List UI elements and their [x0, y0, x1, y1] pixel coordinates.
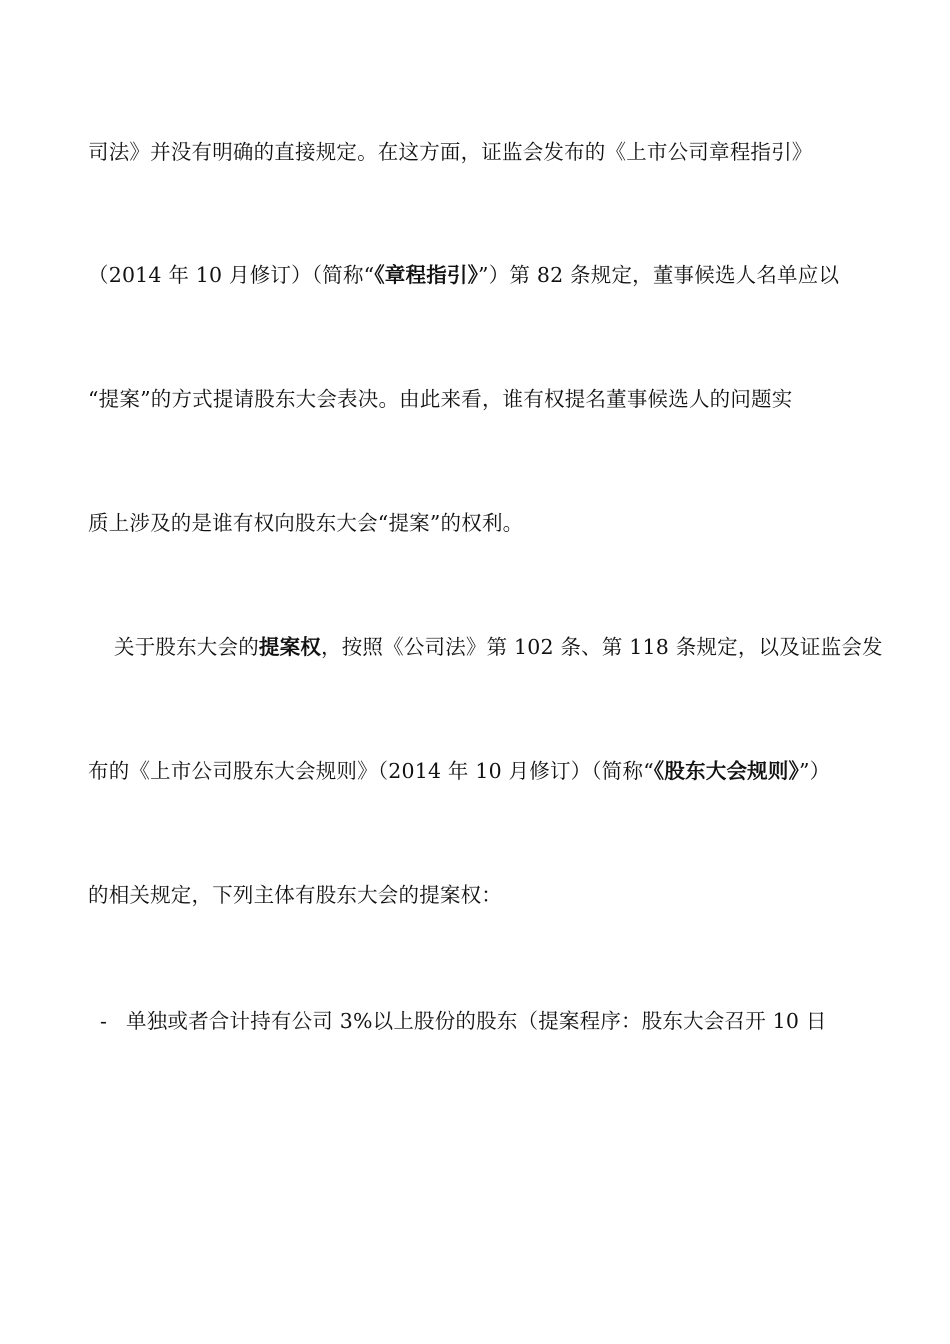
paragraph-line-2 — [88, 262, 868, 288]
list-item-text: 单独或者合计持有公司 3%以上股份的股东（提案程序：股东大会召开 10 日 — [126, 1009, 827, 1033]
paragraph-line-1 — [88, 139, 868, 165]
bold-term-proposal-right: 提案权 — [258, 635, 322, 659]
line-text: 司法》并没有明确的直接规定。在这方面，证监会发布的《上市公司章程指引》 — [88, 140, 813, 164]
line-text-post: ”） — [799, 759, 831, 783]
line-text-pre: （2014 年 10 月修订）（简称“ — [88, 263, 375, 287]
line-text-post: ，按照《公司法》第 102 条、第 118 条规定，以及证监会发 — [321, 635, 883, 659]
line-text: “提案”的方式提请股东大会表决。由此来看，谁有权提名董事候选人的问题实 — [88, 387, 793, 411]
paragraph-line-3 — [88, 386, 868, 412]
line-text-pre: 关于股东大会的 — [114, 635, 259, 659]
paragraph-line-7 — [88, 882, 868, 908]
bold-term-articles-guideline: 《章程指引》 — [374, 263, 479, 287]
paragraph-line-5 — [114, 634, 894, 660]
bold-term-shareholder-rules: 《股东大会规则》 — [653, 759, 799, 783]
line-text-post: ”）第 82 条规定，董事候选人名单应以 — [478, 263, 840, 287]
list-item — [100, 1008, 880, 1034]
line-text: 质上涉及的是谁有权向股东大会“提案”的权利。 — [88, 511, 524, 535]
paragraph-line-6 — [88, 758, 868, 784]
paragraph-line-4 — [88, 510, 868, 536]
list-bullet: - — [100, 1009, 108, 1033]
line-text: 的相关规定，下列主体有股东大会的提案权： — [88, 883, 502, 907]
line-text-pre: 布的《上市公司股东大会规则》（2014 年 10 月修订）（简称“ — [88, 759, 654, 783]
